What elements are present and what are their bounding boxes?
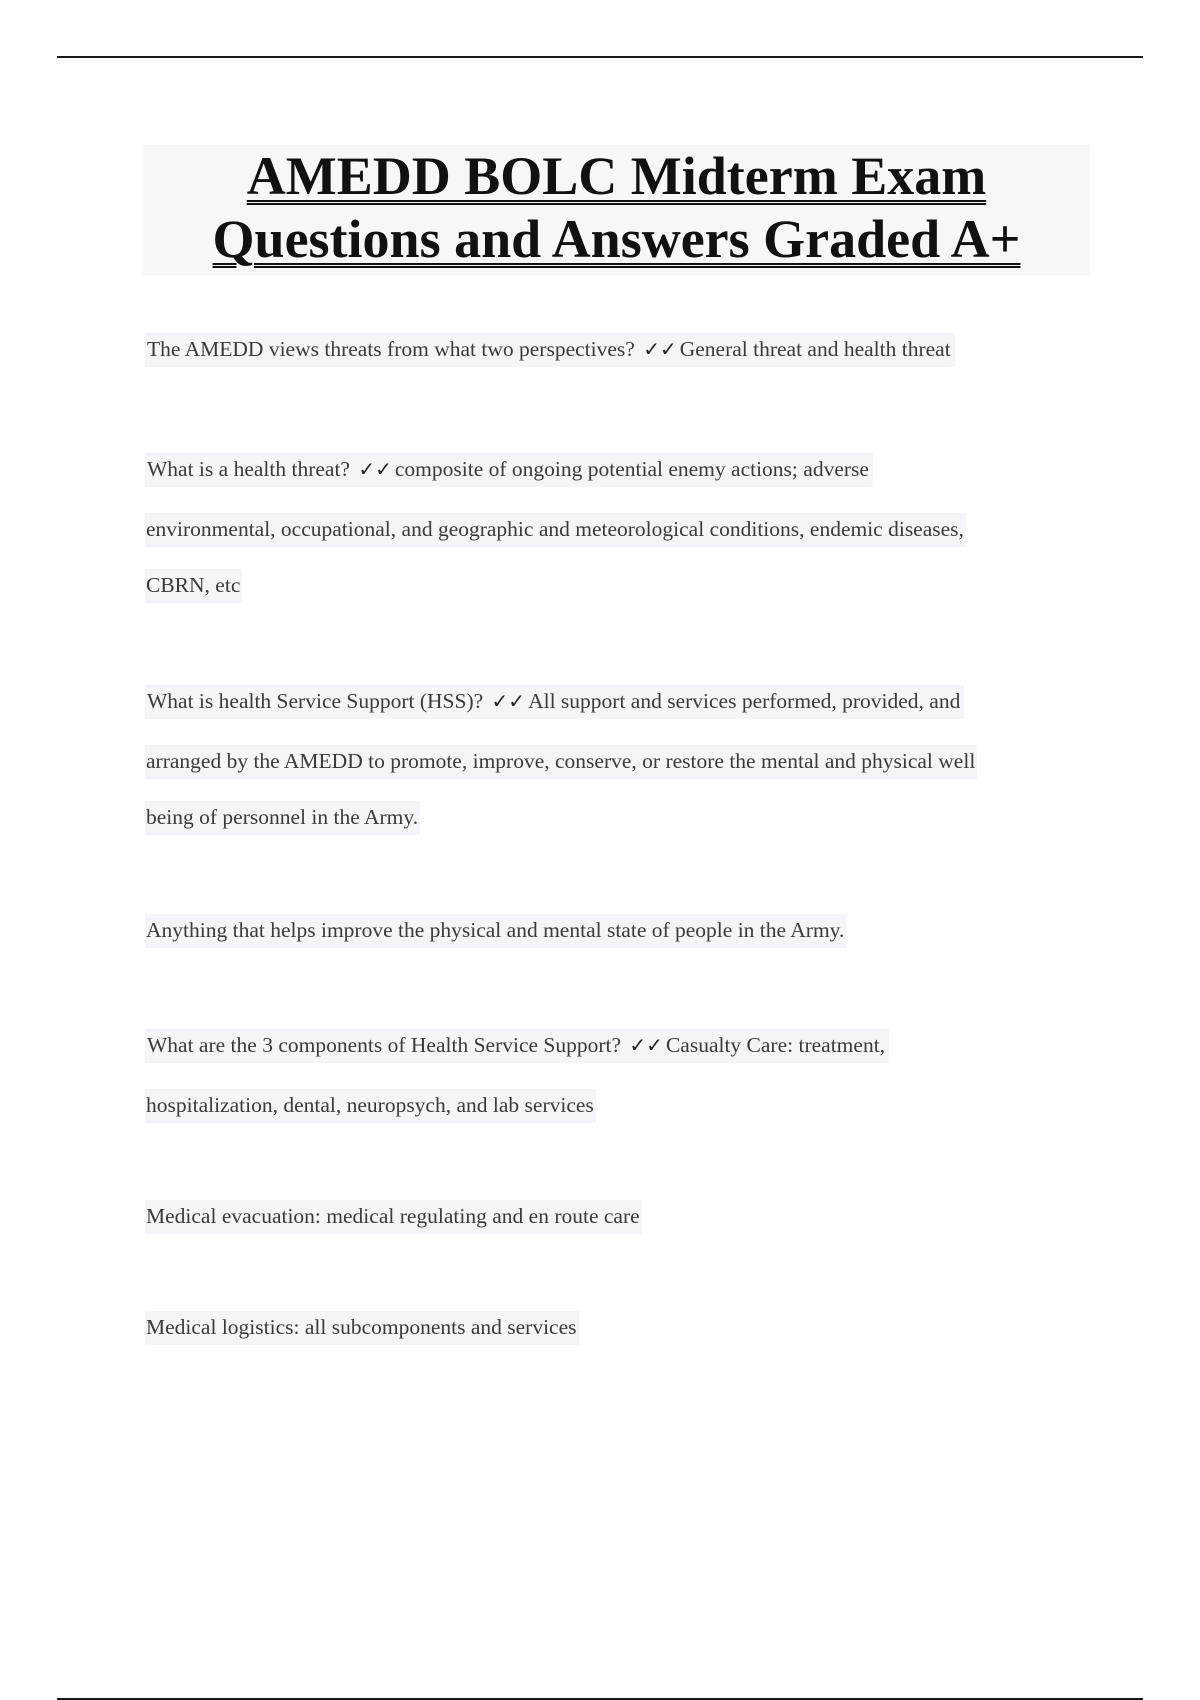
paragraph-text: Medical evacuation: medical regulating and en route care (145, 1200, 642, 1234)
answer-text: environmental, occupational, and geographic and meteorological conditions, endemic diseases, (145, 513, 966, 547)
qa-item-1 (145, 334, 955, 394)
answer-text: General threat and health threat (679, 333, 953, 367)
answer-text: hospitalization, dental, neuropsych, and lab services (145, 1089, 596, 1123)
qa-item-7 (145, 1312, 579, 1372)
qa-item-2 (145, 454, 966, 630)
title-line-2: Questions and Answers Graded A+ (212, 209, 1021, 269)
double-check-icon: ✓✓ (357, 453, 394, 487)
answer-text: All support and services performed, provided, and (527, 685, 962, 719)
question-text: What are the 3 components of Health Service Support? (146, 1029, 623, 1063)
answer-text: arranged by the AMEDD to promote, improve, conserve, or restore the mental and physical well (145, 745, 977, 779)
document-title (143, 145, 1090, 275)
answer-text: composite of ongoing potential enemy actions; adverse (394, 453, 871, 487)
double-check-icon: ✓✓ (628, 1029, 665, 1063)
paragraph-text: Medical logistics: all subcomponents and services (145, 1311, 579, 1345)
paragraph-text: Anything that helps improve the physical and mental state of people in the Army. (145, 914, 846, 948)
qa-item-6 (145, 1201, 642, 1261)
answer-text: Casualty Care: treatment, (665, 1029, 887, 1063)
question-text: What is a health threat? (146, 453, 352, 487)
question-text: What is health Service Support (HSS)? (146, 685, 485, 719)
double-check-icon: ✓✓ (491, 685, 528, 719)
question-text: The AMEDD views threats from what two perspectives? (146, 333, 637, 367)
answer-text: CBRN, etc (145, 569, 242, 603)
top-rule (57, 56, 1143, 58)
double-check-icon: ✓✓ (642, 333, 679, 367)
qa-item-5 (145, 1030, 889, 1150)
title-line-1: AMEDD BOLC Midterm Exam (246, 146, 987, 206)
qa-item-4 (145, 915, 846, 975)
answer-text: being of personnel in the Army. (145, 801, 420, 835)
qa-item-3 (145, 686, 977, 862)
